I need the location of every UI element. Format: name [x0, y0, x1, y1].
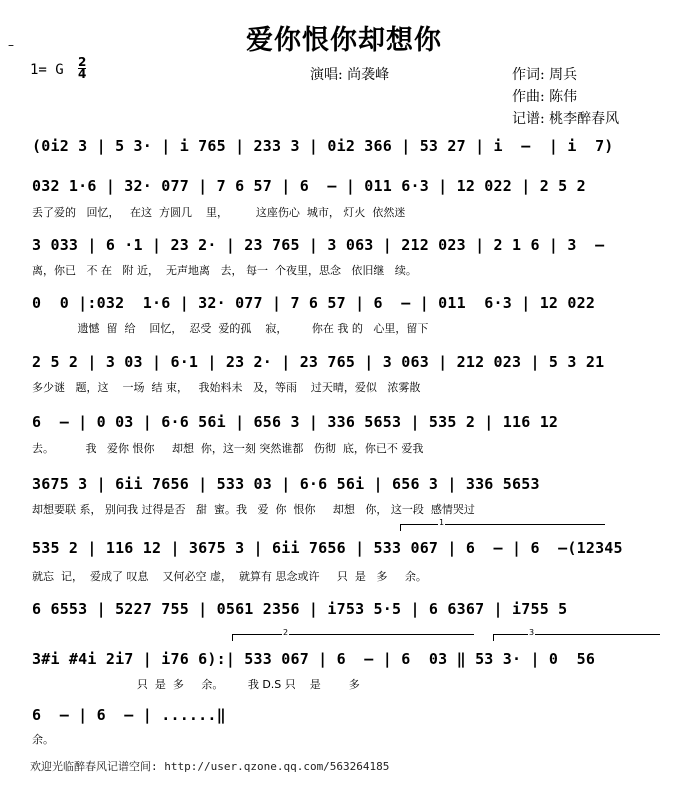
ending-bracket-1: [400, 518, 605, 531]
ending-number-3: 3: [529, 628, 535, 637]
score-line-10-music: 3#i #4i 2i7 | i76 6):| 533 067 | 6 – | 6 03 ‖ 53 3· | 0 56: [32, 650, 596, 668]
song-title: 爱你恨你却想你: [246, 25, 442, 56]
meter-bottom: 4: [78, 67, 87, 81]
transcriber: 记谱: 桃李醉春风: [512, 111, 620, 127]
score-line-8-music: 535 2 | 116 12 | 3675 3 | 6ii 7656 | 533 067 | 6 – | 6 –(12345: [32, 539, 623, 557]
score-line-6-music: 6 – | 0 03 | 6·6 56i | 656 3 | 336 5653 | 535 2 | 116 12: [32, 413, 559, 431]
meter-top: 2: [78, 55, 87, 69]
lyricist: 作词: 周兵: [512, 67, 578, 83]
score-line-3-lyric: 离，你已 不 在 附 近， 无声地离 去， 每一 个夜里，思念 依旧继 续。: [32, 264, 417, 277]
score-line-11-lyric: 余。: [32, 733, 54, 746]
score-line-11-music: 6 – | 6 – | ......‖: [32, 706, 226, 724]
score-line-9-music: 6 6553 | 5227 755 | 0561 2356 | i753 5·5 | 6 6367 | i755 5: [32, 600, 568, 618]
score-line-10-lyric: 只 是 多 余。 我 D.S 只 是 多: [32, 678, 360, 691]
margin-dash: –: [8, 38, 14, 52]
singer: 演唱: 尚袭峰: [310, 67, 390, 83]
score-line-2-music: 032 1·6 | 32· 077 | 7 6 57 | 6 – | 011 6·3 | 12 022 | 2 5 2: [32, 177, 586, 195]
score-line-5-music: 2 5 2 | 3 03 | 6·1 | 23 2· | 23 765 | 3 063 | 212 023 | 5 3 21: [32, 353, 605, 371]
score-line-8-lyric: 就忘 记， 爱成了 叹息 又何必空 虚， 就算有 思念或许 只 是 多 余。: [32, 570, 427, 583]
score-line-2-lyric: 丢了爱的 回忆， 在这 方圆几 里， 这座伤心 城市， 灯火 依然迷: [32, 206, 406, 219]
composer: 作曲: 陈伟: [512, 89, 578, 105]
score-line-6-lyric: 去。 我 爱你 恨你 却想 你，这一刻 突然谁都 伤彻 底，你已不 爱我: [32, 442, 424, 455]
ending-bracket-3: [493, 628, 660, 641]
ending-number-2: 2: [283, 628, 289, 637]
score-line-5-lyric: 多少谜 题，这 一场 结 束， 我始料未 及，等雨 过天晴，爱似 浓雾散: [32, 381, 421, 394]
ending-bracket-2: [232, 628, 474, 641]
time-signature: [78, 57, 86, 80]
score-line-1-music: (0i2 3 | 5 3· | i 765 | 233 3 | 0i2 366 | 53 27 | i – | i 7): [32, 137, 614, 155]
key-signature: 1= G: [30, 62, 64, 78]
score-line-7-music: 3675 3 | 6ii 7656 | 533 03 | 6·6 56i | 656 3 | 336 5653: [32, 475, 540, 493]
score-line-4-music: 0 0 |:032 1·6 | 32· 077 | 7 6 57 | 6 – | 011 6·3 | 12 022: [32, 294, 596, 312]
credits: [512, 64, 619, 130]
score-line-4-lyric: 遗憾 留 给 回忆， 忍受 爱的孤 寂， 你在 我 的 心里，留下: [32, 322, 429, 335]
score-line-3-music: 3 033 | 6 ·1 | 23 2· | 23 765 | 3 063 | 212 023 | 2 1 6 | 3 –: [32, 236, 605, 254]
ending-number-1: 1: [439, 518, 445, 527]
footer-link[interactable]: 欢迎光临醉春风记谱空间: http://user.qzone.qq.com/563264185: [30, 760, 390, 773]
score-line-7-lyric: 却想要联 系， 别问我 过得是否 甜 蜜。我 爱 你 恨你 却想 你， 这一段 感情哭过: [32, 503, 475, 516]
